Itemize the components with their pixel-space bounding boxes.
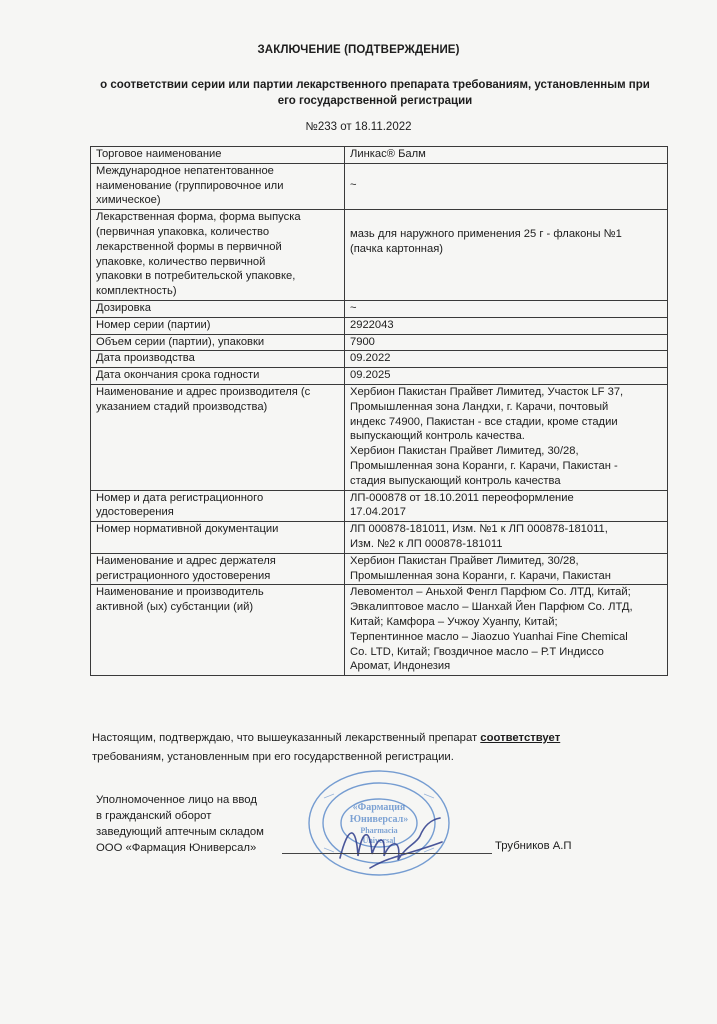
label-line: химическое) — [96, 194, 161, 207]
row-label: Дата окончания срока годности — [91, 368, 345, 385]
value-line: Промышленная зона Коранги, г. Карачи, Пакистан - — [350, 459, 618, 472]
value-line: Эвкалиптовое масло – Шанхай Йен Парфюм Со. ЛТД, — [350, 601, 633, 614]
label-line: упаковке, количество первичной — [96, 255, 266, 268]
row-value: Линкас® Балм — [345, 147, 668, 164]
row-value — [345, 553, 668, 585]
authorized-person — [96, 792, 326, 856]
label-line: указанием стадий производства) — [96, 400, 268, 413]
value-line: Хербион Пакистан Прайвет Лимитед, 30/28, — [350, 554, 579, 567]
row-value: 09.2022 — [345, 351, 668, 368]
label-line: упаковки в потребительской упаковке, — [96, 270, 296, 283]
value-line: мазь для наружного применения 25 г - флаконы №1 — [350, 228, 622, 241]
label-line: (первичная упаковка, количество — [96, 225, 270, 238]
value-line: ~ — [350, 178, 357, 191]
row-label — [91, 163, 345, 209]
row-label: Номер серии (партии) — [91, 317, 345, 334]
row-label: Номер нормативной документации — [91, 522, 345, 554]
confirmation-part2: требованиям, установленным при его государственной регистрации. — [92, 751, 454, 763]
row-label — [91, 490, 345, 522]
value-line: 17.04.2017 — [350, 506, 406, 519]
row-value — [345, 522, 668, 554]
row-value: 2922043 — [345, 317, 668, 334]
document-title: ЗАКЛЮЧЕНИЕ (ПОДТВЕРЖДЕНИЕ) — [257, 44, 460, 56]
label-line: Номер и дата регистрационного — [96, 491, 264, 504]
stamp-text: «Фармация — [352, 802, 406, 813]
row-value: ~ — [345, 300, 668, 317]
row-label: Дозировка — [91, 300, 345, 317]
confirmation-part1: Настоящим, подтверждаю, что вышеуказанный лекарственный препарат — [92, 732, 481, 744]
document-subtitle — [80, 77, 670, 109]
row-label — [91, 210, 345, 301]
table-row — [91, 147, 668, 164]
signature — [330, 796, 450, 886]
row-value — [345, 163, 668, 209]
label-line: удостоверения — [96, 506, 174, 519]
table-row — [91, 522, 668, 554]
table-row — [91, 210, 668, 301]
confirmation-emphasis: соответствует — [480, 732, 561, 744]
value-line: Промышленная зона Ландхи, г. Карачи, почтовый — [350, 400, 609, 413]
document-number: №233 от 18.11.2022 — [305, 121, 412, 133]
value-line: Терпентинное масло – Jiaozuo Yuanhai Fine Chemical — [350, 630, 628, 643]
label-line: Наименование и производитель — [96, 586, 264, 599]
subtitle-line: его государственной регистрации — [277, 95, 473, 107]
authority-line: заведующий аптечным складом — [96, 826, 264, 838]
authority-line: Уполномоченное лицо на ввод — [96, 794, 257, 806]
table-row — [91, 334, 668, 351]
label-line: Наименование и адрес производителя (с — [96, 385, 311, 398]
row-value — [345, 210, 668, 301]
row-label — [91, 553, 345, 585]
value-line: выпускающий контроль качества. — [350, 430, 525, 443]
label-line: Международное непатентованное — [96, 164, 274, 177]
value-line: ЛП-000878 от 18.10.2011 переоформление — [350, 491, 574, 504]
stamp-text: Universal — [362, 836, 396, 845]
subtitle-line: о соответствии серии или партии лекарственного препарата требованиям, установленным при — [100, 79, 650, 91]
value-line: Хербион Пакистан Прайвет Лимитед, 30/28, — [350, 445, 579, 458]
signature-line — [282, 853, 492, 854]
authority-line: ООО «Фармация Юниверсал» — [96, 842, 257, 854]
label-line: лекарственной формы в первичной — [96, 240, 282, 253]
row-label: Торговое наименование — [91, 147, 345, 164]
value-line: стадия выпускающий контроль качества — [350, 474, 561, 487]
details-table — [90, 146, 668, 676]
table-row — [91, 368, 668, 385]
table-row — [91, 585, 668, 676]
row-value — [345, 490, 668, 522]
row-value — [345, 585, 668, 676]
stamp-text: Юниверсал» — [349, 814, 409, 825]
value-line: (пачка картонная) — [350, 242, 443, 255]
table-row — [91, 300, 668, 317]
table-row — [91, 490, 668, 522]
table-row — [91, 553, 668, 585]
value-line: Промышленная зона Коранги, г. Карачи, Пакистан — [350, 569, 611, 582]
stamp-text: Pharmacia — [360, 826, 398, 835]
row-value — [345, 384, 668, 490]
table-row — [91, 384, 668, 490]
value-line: индекс 74900, Пакистан - все стадии, кроме стадии — [350, 415, 618, 428]
value-line: Хербион Пакистан Прайвет Лимитед, Участок LF 37, — [350, 385, 624, 398]
value-line: ЛП 000878-181011, Изм. №1 к ЛП 000878-181011, — [350, 523, 608, 536]
value-line: Левоментол – Аньхой Фенгл Парфюм Со. ЛТД, Китай; — [350, 586, 631, 599]
label-line: наименование (группировочное или — [96, 179, 284, 192]
label-line: Наименование и адрес держателя — [96, 554, 276, 567]
value-line: Аромат, Индонезия — [350, 660, 451, 673]
table-row — [91, 317, 668, 334]
label-line: комплектность) — [96, 285, 177, 298]
value-line: Китай; Камфора – Учжоу Хуанпу, Китай; — [350, 615, 558, 628]
table-row — [91, 163, 668, 209]
table-row — [91, 351, 668, 368]
label-line: Лекарственная форма, форма выпуска — [96, 211, 301, 224]
label-line: регистрационного удостоверения — [96, 569, 271, 582]
row-label — [91, 585, 345, 676]
authority-line: в гражданский оборот — [96, 810, 212, 822]
row-label: Объем серии (партии), упаковки — [91, 334, 345, 351]
confirmation-text — [92, 729, 672, 767]
row-label — [91, 384, 345, 490]
value-line: Изм. №2 к ЛП 000878-181011 — [350, 537, 503, 550]
label-line: активной (ых) субстанции (ий) — [96, 601, 254, 614]
value-line: Co. LTD, Китай; Гвоздичное масло – Р.Т Индиссо — [350, 645, 604, 658]
row-value: 09.2025 — [345, 368, 668, 385]
row-value: 7900 — [345, 334, 668, 351]
row-label: Дата производства — [91, 351, 345, 368]
signer-name: Трубников А.П — [495, 840, 572, 852]
